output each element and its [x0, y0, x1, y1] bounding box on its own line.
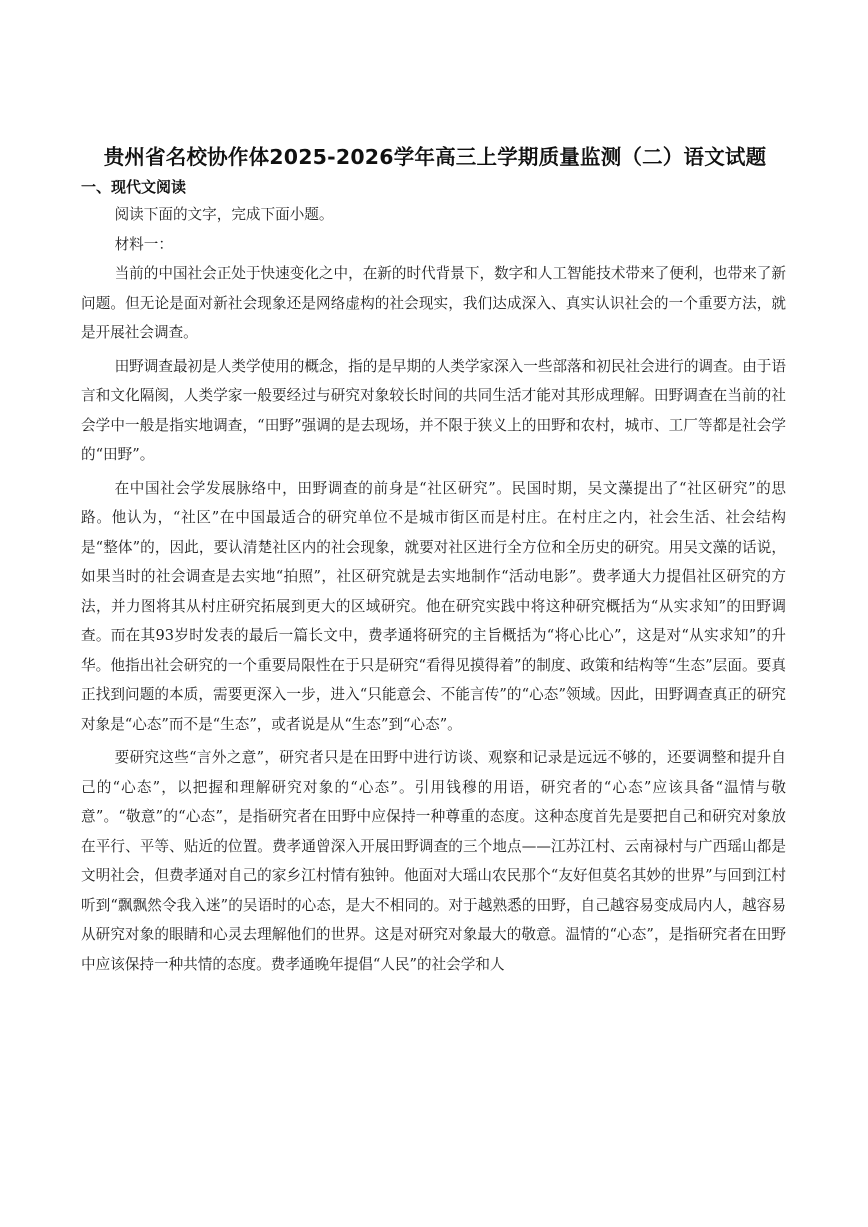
- document-title: 贵州省名校协作体2025-2026学年高三上学期质量监测（二）语文试题: [103, 145, 767, 169]
- passage-paragraph: 当前的中国社会正处于快速变化之中，在新的时代背景下，数字和人工智能技术带来了便利，也带来了新问题。但无论是面对新社会现象还是网络虚构的社会现实，我们达成深入、真实认识社会的一个重要方法，就是开展社会调查。: [81, 265, 786, 341]
- passage-paragraph: 要研究这些“言外之意”，研究者只是在田野中进行访谈、观察和记录是远远不够的，还要调整和提升自己的“心态”，以把握和理解研究对象的“心态”。引用钱穆的用语，研究者的“心态”应该具备“温情与敬意”。“敬意”的“心态”，是指研究者在田野中应保持一种尊重的态度。这种态度首先是要把自己和研究对象放在平行、平等、贴近的位置。费孝通曾深入开展田野调查的三个地点——江苏江村、云南禄村与广西瑶山都是文明社会，但费孝通对自己的家乡江村情有独钟。他面对大瑶山农民那个“友好但莫名其妙的世界”与回到江村听到“飘飘然令我入迷”的吴语时的心态，是大不相同的。对于越熟悉的田野，自己越容易变成局内人，越容易从研究对象的眼睛和心灵去理解他们的世界。这是对研究对象最大的敬意。温情的“心态”，是指研究者在田野中应该保持一种共情的态度。费孝通晚年提倡“人民”的社会学和人: [81, 749, 786, 973]
- material-label: 材料一：: [114, 235, 173, 253]
- reading-passage: [81, 200, 786, 983]
- instruction-text: 阅读下面的文字，完成下面小题。: [114, 206, 334, 223]
- section-heading: 一、现代文阅读: [81, 178, 187, 196]
- passage-paragraph: 在中国社会学发展脉络中，田野调查的前身是“社区研究”。民国时期，吴文藻提出了“社区研究”的思路。他认为，“社区”在中国最适合的研究单位不是城市街区而是村庄。在村庄之内，社会生活、社会结构是“整体”的，因此，要认清楚社区内的社会现象，就要对社区进行全方位和全历史的研究。用吴文藻的话说，如果当时的社会调查是去实地“拍照”，社区研究就是去实地制作“活动电影”。费孝通大力提倡社区研究的方法，并力图将其从村庄研究拓展到更大的区域研究。他在研究实践中将这种研究概括为“从实求知”的田野调查。而在其93岁时发表的最后一篇长文中，费孝通将研究的主旨概括为“将心比心”，这是对“从实求知”的升华。他指出社会研究的一个重要局限性在于只是研究“看得见摸得着”的制度、政策和结构等“生态”层面。要真正找到问题的本质，需要更深入一步，进入“只能意会、不能言传”的“心态”领域。因此，田野调查真正的研究对象是“心态”而不是“生态”，或者说是从“生态”到“心态”。: [81, 479, 786, 733]
- passage-paragraph: 田野调查最初是人类学使用的概念，指的是早期的人类学家深入一些部落和初民社会进行的调查。由于语言和文化隔阂，人类学家一般要经过与研究对象较长时间的共同生活才能对其形成理解。田野调查在当前的社会学中一般是指实地调查，“田野”强调的是去现场，并不限于狭义上的田野和农村，城市、工厂等都是社会学的“田野”。: [81, 357, 786, 463]
